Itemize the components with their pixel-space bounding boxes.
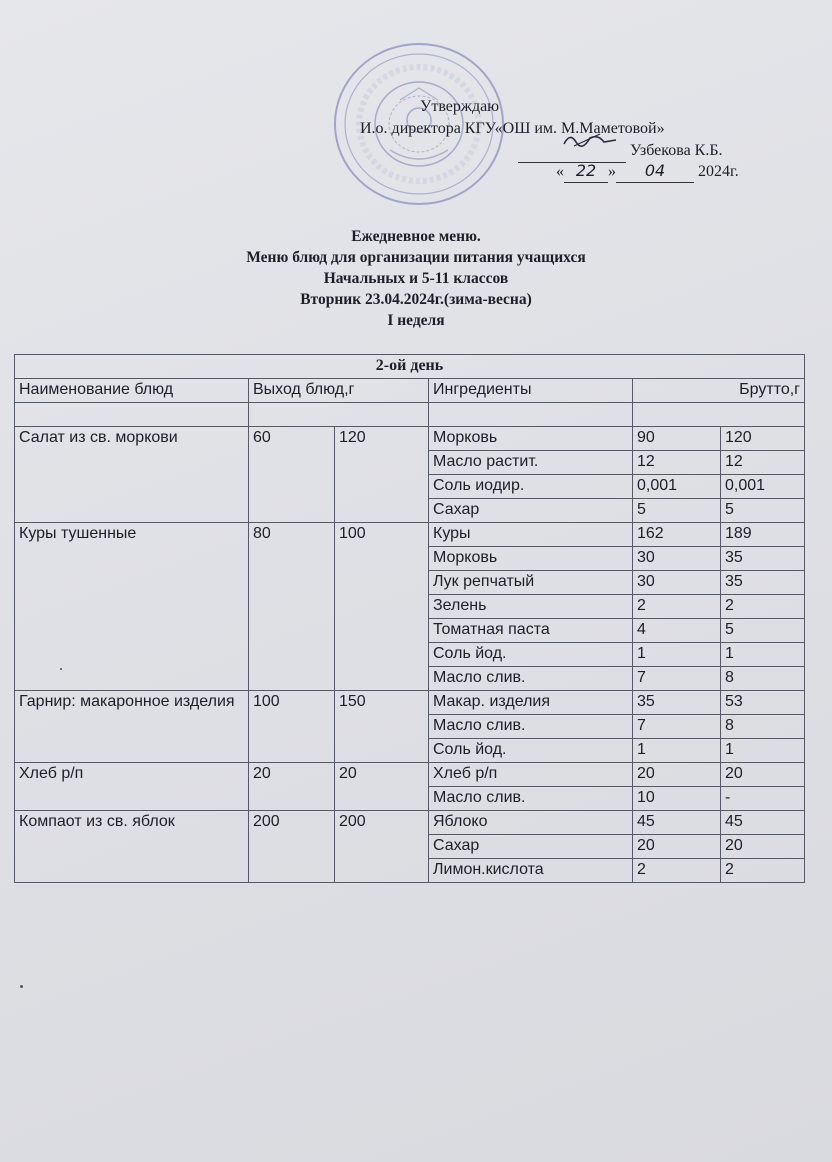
- ingredient-name: Масло растит.: [429, 451, 633, 475]
- dish-output-2: 20: [335, 763, 429, 811]
- ingredient-name: Сахар: [429, 835, 633, 859]
- heading-line-5: I неделя: [387, 312, 445, 329]
- menu-table-body: [15, 355, 805, 883]
- gross-value-2: 2: [721, 595, 805, 619]
- gross-value-2: 1: [721, 739, 805, 763]
- dish-output-2: 120: [335, 427, 429, 523]
- gross-value-1: 35: [633, 691, 721, 715]
- ingredient-name: Яблоко: [429, 811, 633, 835]
- date-month: 04: [616, 160, 694, 183]
- ingredient-name: Масло слив.: [429, 715, 633, 739]
- dish-name: Хлеб р/п: [15, 763, 249, 811]
- gross-value-2: 35: [721, 571, 805, 595]
- ingredient-name: Томатная паста: [429, 619, 633, 643]
- gross-value-2: 12: [721, 451, 805, 475]
- dish-name: Гарнир: макаронное изделия: [15, 691, 249, 763]
- empty-cell: [633, 403, 805, 427]
- gross-value-1: 4: [633, 619, 721, 643]
- dish-output-2: 150: [335, 691, 429, 763]
- gross-value-2: 2: [721, 859, 805, 883]
- gross-value-1: 7: [633, 667, 721, 691]
- date-year: 2024г.: [698, 163, 739, 180]
- gross-value-2: 20: [721, 763, 805, 787]
- dish-output-1: 60: [249, 427, 335, 523]
- gross-value-2: 35: [721, 547, 805, 571]
- day-title-row: [15, 355, 805, 379]
- date-day: 22: [564, 160, 608, 183]
- gross-value-2: 8: [721, 667, 805, 691]
- ingredient-name: Макар. изделия: [429, 691, 633, 715]
- dish-output-2: 100: [335, 523, 429, 691]
- heading-line-1: Ежедневное меню.: [351, 228, 481, 245]
- ingredient-name: Лук репчатый: [429, 571, 633, 595]
- heading-line-2: Меню блюд для организации питания учащихся: [246, 249, 586, 266]
- gross-value-2: 8: [721, 715, 805, 739]
- gross-value-1: 30: [633, 547, 721, 571]
- dish-output-1: 100: [249, 691, 335, 763]
- gross-value-2: 5: [721, 499, 805, 523]
- heading-line-4: Вторник 23.04.2024г.(зима-весна): [300, 291, 532, 308]
- gross-value-1: 20: [633, 763, 721, 787]
- ingredient-name: Лимон.кислота: [429, 859, 633, 883]
- gross-value-2: 45: [721, 811, 805, 835]
- gross-value-1: 162: [633, 523, 721, 547]
- dish-name: Компаот из св. яблок: [15, 811, 249, 883]
- date-open-quote: «: [556, 163, 564, 180]
- approver-name: Узбекова К.Б.: [630, 142, 723, 159]
- gross-value-1: 45: [633, 811, 721, 835]
- empty-cell: [429, 403, 633, 427]
- gross-value-2: 120: [721, 427, 805, 451]
- gross-value-2: 53: [721, 691, 805, 715]
- approval-position: И.о. директора КГУ«ОШ им. М.Маметовой»: [360, 120, 665, 137]
- heading-line-3: Начальных и 5-11 классов: [323, 270, 509, 287]
- gross-value-2: 20: [721, 835, 805, 859]
- gross-value-1: 2: [633, 859, 721, 883]
- menu-heading: [0, 226, 832, 331]
- ingredient-name: Хлеб р/п: [429, 763, 633, 787]
- gross-value-1: 1: [633, 739, 721, 763]
- header-row: [15, 379, 805, 403]
- handwritten-signature-icon: [560, 130, 620, 150]
- ingredient-name: Соль йод.: [429, 643, 633, 667]
- paper-speck: [60, 668, 62, 670]
- gross-value-1: 2: [633, 595, 721, 619]
- gross-value-1: 0,001: [633, 475, 721, 499]
- gross-value-1: 12: [633, 451, 721, 475]
- ingredient-name: Зелень: [429, 595, 633, 619]
- approval-title: Утверждаю: [420, 98, 500, 115]
- dish-name: Куры тушенные: [15, 523, 249, 691]
- dish-output-1: 20: [249, 763, 335, 811]
- header-output: Выход блюд,г: [249, 379, 429, 403]
- gross-value-1: 30: [633, 571, 721, 595]
- table-row: [15, 691, 805, 715]
- paper-speck: [20, 985, 23, 988]
- date-close-quote: »: [608, 163, 616, 180]
- gross-value-2: 0,001: [721, 475, 805, 499]
- gross-value-1: 5: [633, 499, 721, 523]
- gross-value-1: 90: [633, 427, 721, 451]
- dish-output-2: 200: [335, 811, 429, 883]
- gross-value-2: 189: [721, 523, 805, 547]
- gross-value-2: -: [721, 787, 805, 811]
- ingredient-name: Морковь: [429, 427, 633, 451]
- header-ingredients: Ингредиенты: [429, 379, 633, 403]
- ingredient-name: Сахар: [429, 499, 633, 523]
- ingredient-name: Масло слив.: [429, 667, 633, 691]
- header-gross: Брутто,г: [633, 379, 805, 403]
- ingredient-name: Куры: [429, 523, 633, 547]
- ingredient-name: Морковь: [429, 547, 633, 571]
- gross-value-1: 10: [633, 787, 721, 811]
- table-row: [15, 763, 805, 787]
- table-row: [15, 811, 805, 835]
- dish-output-1: 80: [249, 523, 335, 691]
- header-empty-row: [15, 403, 805, 427]
- header-dish: Наименование блюд: [15, 379, 249, 403]
- empty-cell: [15, 403, 249, 427]
- menu-table: [14, 354, 805, 883]
- gross-value-1: 1: [633, 643, 721, 667]
- dish-name: Салат из св. моркови: [15, 427, 249, 523]
- gross-value-2: 1: [721, 643, 805, 667]
- ingredient-name: Соль иодир.: [429, 475, 633, 499]
- ingredient-name: Соль йод.: [429, 739, 633, 763]
- gross-value-1: 20: [633, 835, 721, 859]
- table-row: [15, 427, 805, 451]
- gross-value-1: 7: [633, 715, 721, 739]
- ingredient-name: Масло слив.: [429, 787, 633, 811]
- table-row: [15, 523, 805, 547]
- gross-value-2: 5: [721, 619, 805, 643]
- dish-output-1: 200: [249, 811, 335, 883]
- day-title: 2-ой день: [15, 355, 805, 379]
- empty-cell: [249, 403, 429, 427]
- approval-date: [556, 160, 739, 183]
